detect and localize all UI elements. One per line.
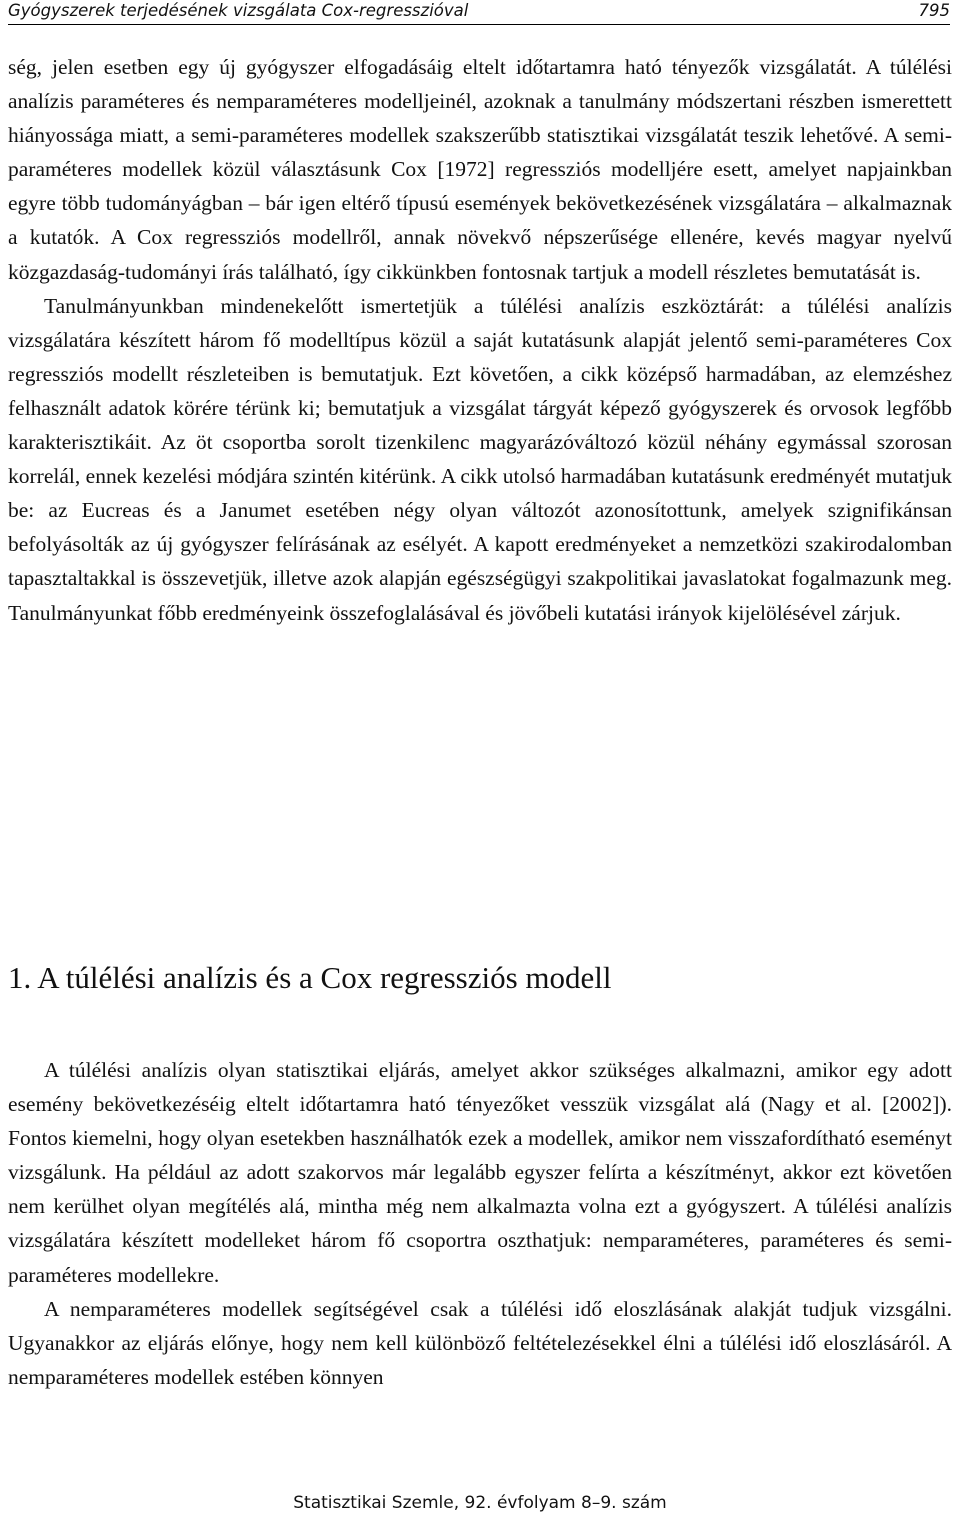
intro-paragraph-2: Tanulmányunkban mindenekelőtt ismertetjük a túlélési analízis eszköztárát: a túlélési analízis vizsgálatára készített három fő modelltípus közül a saját kutatásunk alapját jelentő semi-paraméteres Cox regressziós modellt részleteiben is bemutatjuk. Ezt követően, a cikk középső harmadában, az elemzéshez felhasznált adatok körére térünk ki; bemutatjuk a vizsgálat tárgyát képező gyógyszerek és orvosok legfőbb karakterisztikáit. Az öt csoportba sorolt tizenkilenc magyarázóváltozó közül néhány egymással szorosan korrelál, ennek kezelési módjára szintén kitérünk. A cikk utolsó harmadában kutatásunk eredményét mutatjuk be: az Eucreas és a Janumet esetében négy olyan változót azonosítottunk, amelyek szignifikánsan befolyásolták az új gyógyszer felírásának az esélyét. A kapott eredményeket a nemzetközi szakirodalomban tapasztaltakkal is összevetjük, illetve azok alapján egészségügyi szakpolitikai javaslatokat fogalmazunk meg. Tanulmányunkat főbb eredményeink összefoglalásával és jövőbeli kutatási irányok kijelölésével zárjuk. — [8, 293, 952, 625]
intro-text — [8, 50, 952, 630]
running-footer: Statisztikai Szemle, 92. évfolyam 8–9. szám — [293, 1493, 667, 1513]
header-rule — [8, 24, 950, 25]
section-paragraph-1: A túlélési analízis olyan statisztikai eljárás, amelyet akkor szükséges alkalmazni, amikor egy adott esemény bekövetkezéséig eltelt időtartamra ható tényezőket vesszük vizsgálat alá (Nagy et al. [2002]). Fontos kiemelni, hogy olyan esetekben használhatók ezek a modellek, amikor nem visszafordítható eseményt vizsgálunk. Ha például az adott szakorvos már legalább egyszer felírta a készítményt, akkor ezt követően nem kerülhet olyan megítélés alá, mintha még nem alkalmazta volna ezt a gyógyszert. A túlélési analízis vizsgálatára készített modelleket három fő csoportra oszthatjuk: nemparaméteres, paraméteres és semi-paraméteres modellekre. — [8, 1058, 952, 1287]
section-text — [8, 1053, 952, 1394]
section-heading: 1. A túlélési analízis és a Cox regressziós modell — [8, 960, 612, 995]
running-header — [8, 0, 950, 20]
page-number: 795 — [918, 1, 950, 20]
intro-paragraph-1: ség, jelen esetben egy új gyógyszer elfogadásáig eltelt időtartamra ható tényezők vizsgálatát. A túlélési analízis paraméteres és nemparaméteres modelljeinél, azoknak a tanulmány módszertani részben ismerettett hiányossága miatt, a semi-paraméteres modellek szakszerűbb statisztikai vizsgálatát teszik lehetővé. A semi-paraméteres modellek közül választásunk Cox [1972] regressziós modelljére esett, amelyet napjainkban egyre több tudományágban – bár igen eltérő típusú események bekövetkezésének vizsgálatára – alkalmaznak a kutatók. A Cox regressziós modellről, annak növekvő népszerűsége ellenére, kevés magyar nyelvű közgazdaság-tudományi írás található, így cikkünkben fontosnak tartjuk a modell részletes bemutatását is. — [8, 55, 952, 284]
section-paragraph-2: A nemparaméteres modellek segítségével csak a túlélési idő eloszlásának alakját tudjuk vizsgálni. Ugyanakkor az eljárás előnye, hogy nem kell különböző feltételezésekkel élni a túlélési idő eloszlásáról. A nemparaméteres modellek estében könnyen — [8, 1296, 952, 1389]
running-title: Gyógyszerek terjedésének vizsgálata Cox-regresszióval — [8, 1, 469, 20]
